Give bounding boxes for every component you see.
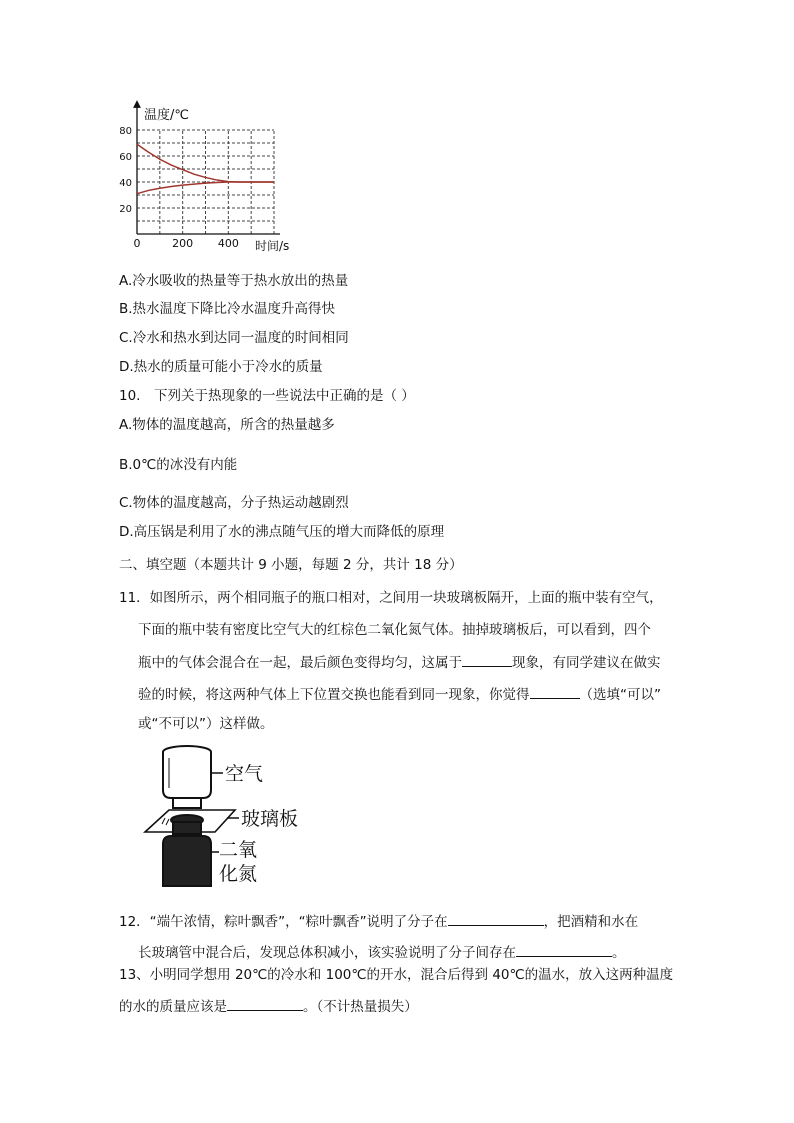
q12-line-1-text-a: 12．“端午浓情，粽叶飘香”，“粽叶飘香”说明了分子在 — [119, 914, 448, 930]
x-tick-label: 0 — [133, 237, 141, 250]
q11-blank-2[interactable] — [530, 684, 580, 699]
q11-line-1: 11．如图所示，两个相同瓶子的瓶口相对，之间用一块玻璃板隔开，上面的瓶中装有空气， — [119, 590, 663, 606]
q11-line-3-text-a: 瓶中的气体会混合在一起，最后颜色变得均匀，这属于 — [138, 655, 462, 671]
q11-line-3-text-b: 现象，有同学建议在做实 — [512, 655, 661, 671]
q11-line-5: 或“不可以”）这样做。 — [138, 716, 274, 732]
label-air: 空气 — [225, 763, 264, 785]
q13-line-1: 13、小明同学想用 20℃的冷水和 100℃的开水，混合后得到 40℃的温水，放入这两种温度 — [119, 967, 674, 983]
gas-diffusion-figure — [135, 740, 315, 895]
y-tick-label: 60 — [119, 152, 132, 163]
q11-line-4-text-b: （选填“可以” — [579, 687, 661, 703]
x-tick-labels — [134, 237, 239, 250]
x-axis-label: 时间/s — [255, 239, 290, 253]
section-title: 二、填空题（本题共计 9 小题，每题 2 分，共计 18 分） — [119, 557, 463, 573]
q12-blank-2[interactable] — [516, 942, 612, 957]
q10-option-c: C.物体的温度越高，分子热运动越剧烈 — [119, 495, 349, 511]
q11-line-4-text-a: 验的时候，将这两种气体上下位置交换也能看到同一现象，你觉得 — [138, 687, 530, 703]
y-tick-labels — [119, 126, 132, 215]
temperature-time-chart — [112, 98, 312, 258]
q9-option-b: B.热水温度下降比冷水温度升高得快 — [119, 301, 336, 317]
q11-blank-1[interactable] — [462, 652, 512, 667]
q12-line-2-text-a: 长玻璃管中混合后，发现总体积减小，该实验说明了分子间存在 — [138, 945, 516, 961]
q12-line-2 — [138, 942, 626, 962]
y-tick-label: 20 — [119, 204, 132, 215]
q12-line-2-text-b: 。 — [612, 945, 626, 961]
q12-line-1 — [119, 911, 638, 931]
q13-line-2-text-b: 。（不计热量损失） — [303, 999, 418, 1015]
label-no2-line1: 二氧 — [219, 839, 258, 861]
q9-option-a: A.冷水吸收的热量等于热水放出的热量 — [119, 273, 349, 289]
q13-blank[interactable] — [227, 996, 303, 1011]
y-tick-label: 80 — [119, 126, 132, 137]
q11-line-3 — [138, 652, 661, 672]
x-tick-label: 200 — [172, 237, 194, 250]
q11-line-2: 下面的瓶中装有密度比空气大的红棕色二氧化氮气体。抽掉玻璃板后，可以看到，四个 — [138, 622, 651, 638]
q13-line-2-text-a: 的水的质量应该是 — [119, 999, 227, 1015]
x-tick-label: 400 — [217, 237, 239, 250]
y-tick-label: 40 — [119, 178, 132, 189]
q10-option-d: D.高压锅是利用了水的沸点随气压的增大而降低的原理 — [119, 524, 445, 540]
q10-option-a: A.物体的温度越高，所含的热量越多 — [119, 417, 335, 433]
q10-option-b: B.0℃的冰没有内能 — [119, 457, 238, 473]
y-axis-label: 温度/℃ — [144, 108, 189, 123]
q9-option-d: D.热水的质量可能小于冷水的质量 — [119, 359, 323, 375]
q12-blank-1[interactable] — [448, 911, 544, 926]
q9-option-c: C.冷水和热水到达同一温度的时间相同 — [119, 330, 349, 346]
q13-line-2 — [119, 996, 418, 1016]
label-no2-line2: 化氮 — [219, 863, 258, 885]
q12-line-1-text-b: ，把酒精和水在 — [543, 914, 639, 930]
label-glass-plate: 玻璃板 — [241, 808, 299, 830]
q10-stem: 10. 下列关于热现象的一些说法中正确的是（ ） — [119, 388, 415, 404]
q11-line-4 — [138, 684, 661, 704]
